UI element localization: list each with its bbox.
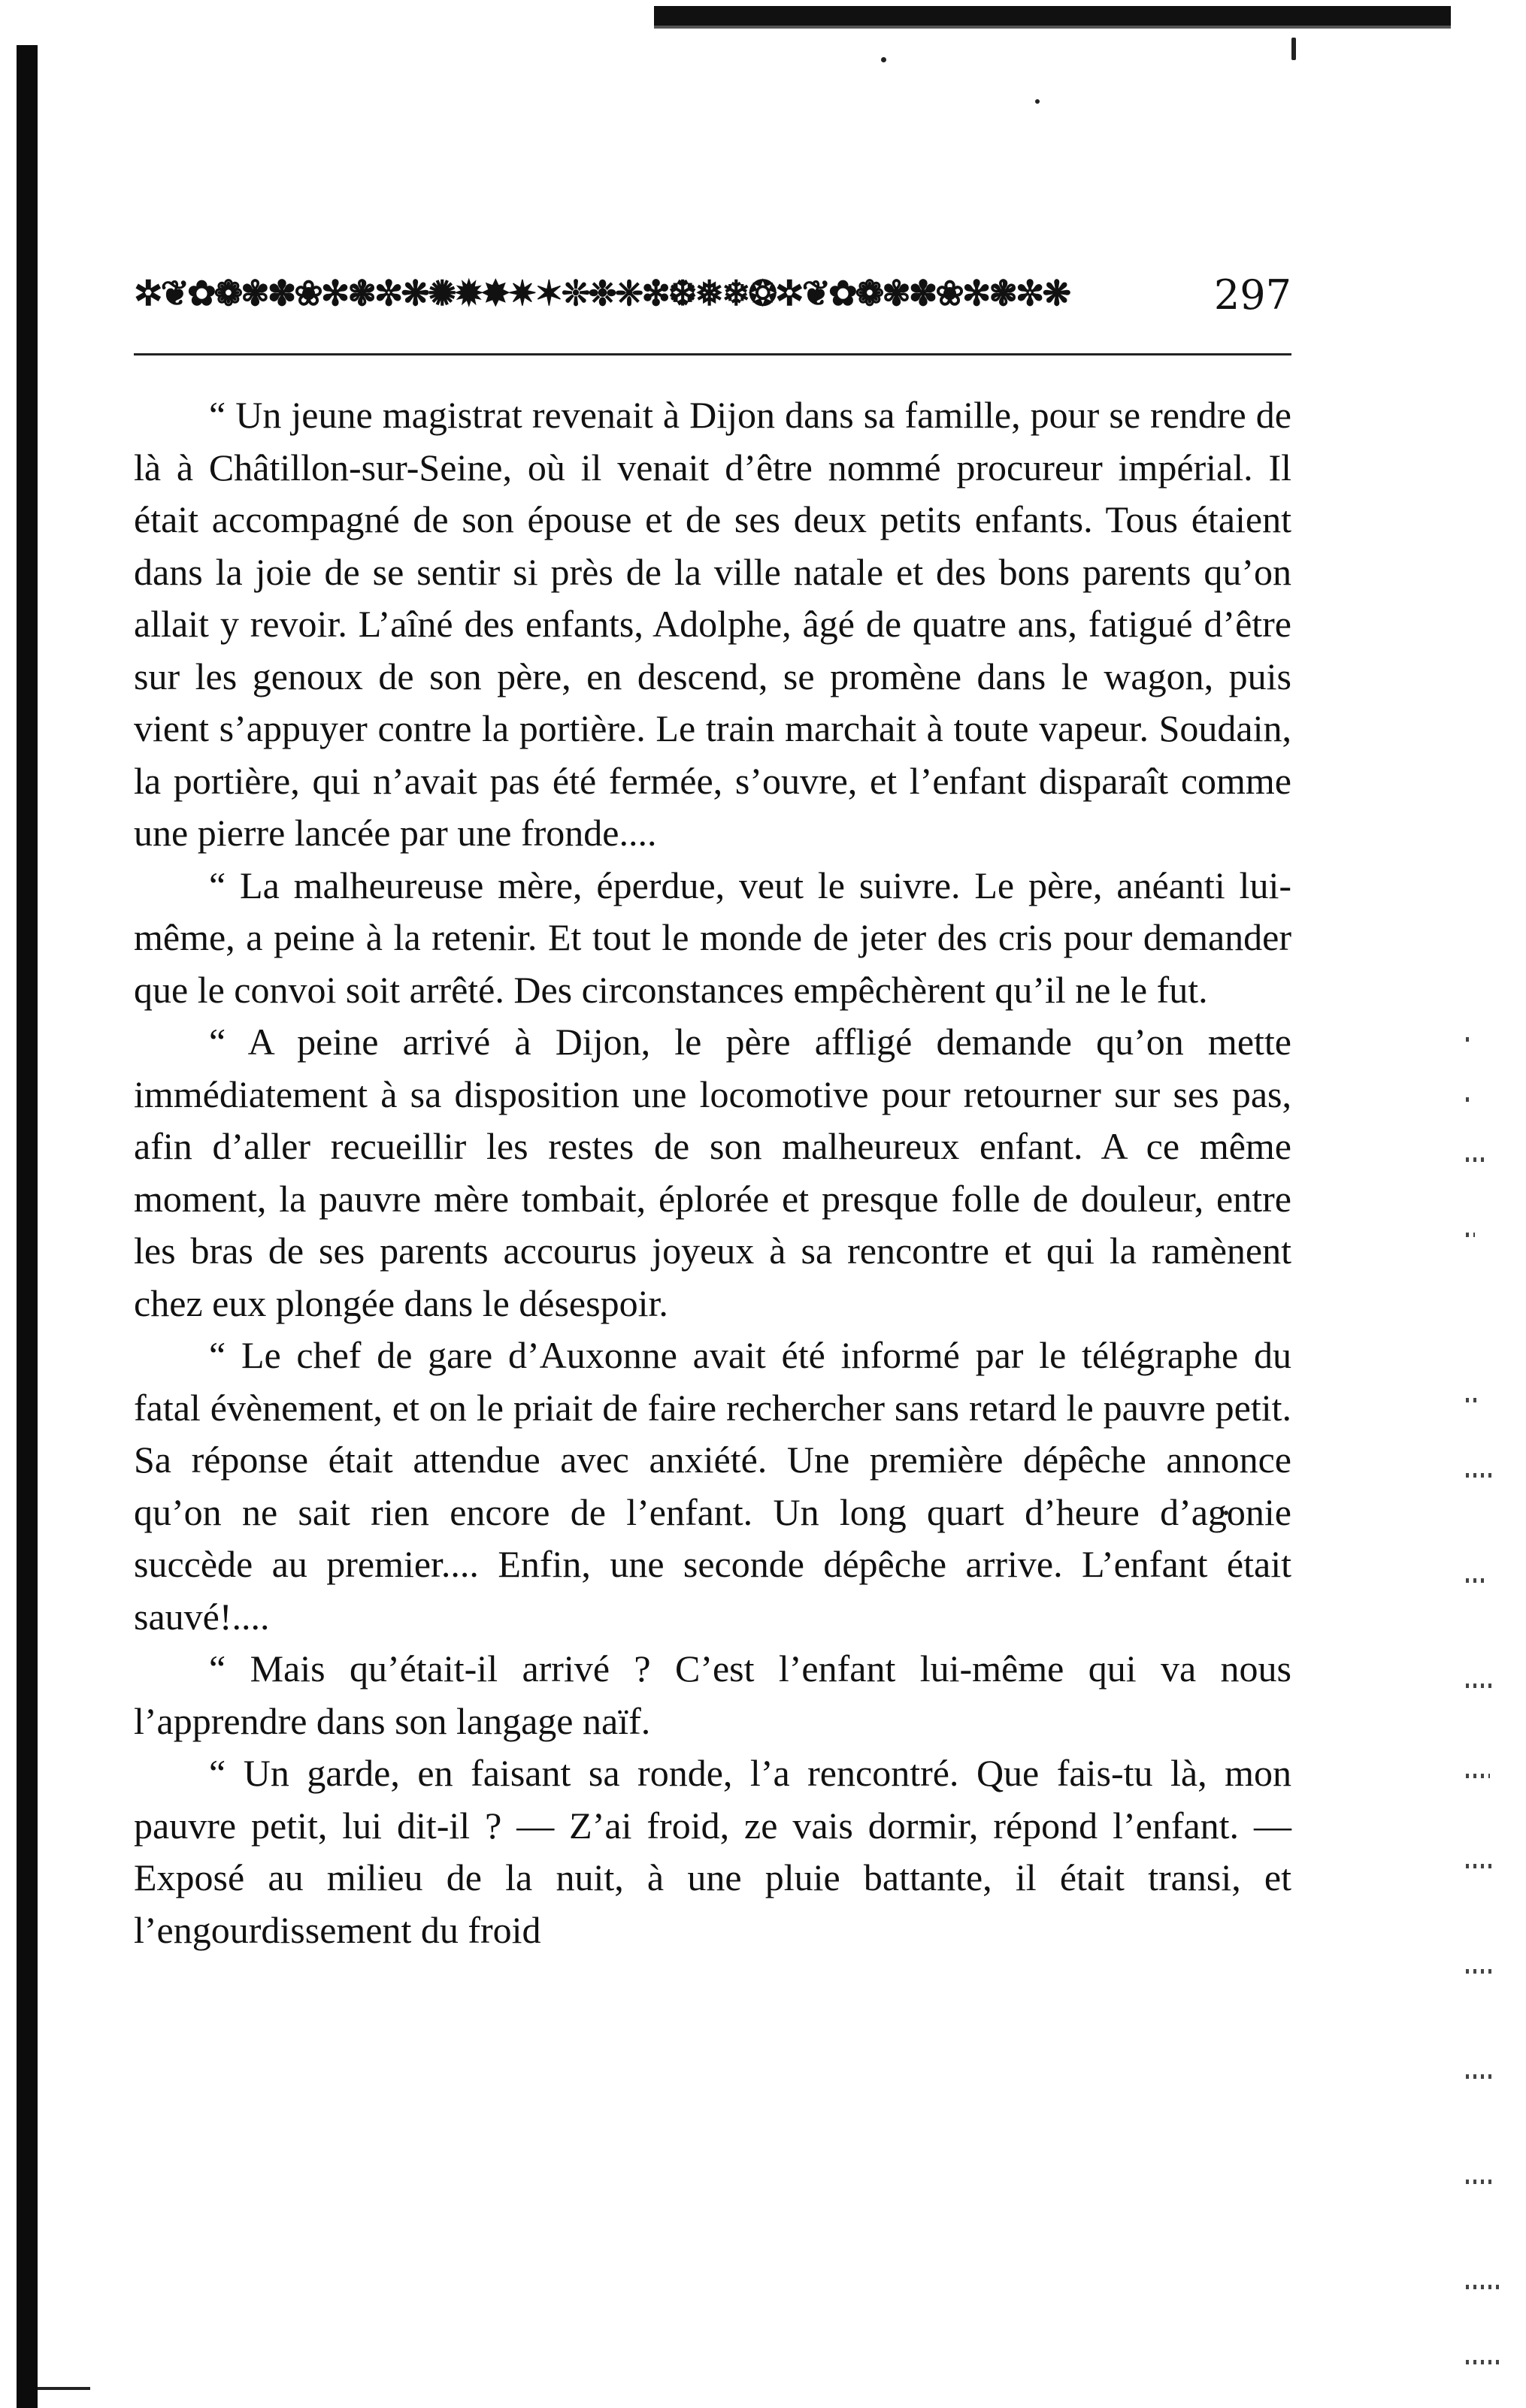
page-number: 297	[1213, 271, 1291, 319]
scan-speck	[881, 57, 886, 62]
paragraph: “ Un jeune magistrat revenait à Dijon dans sa famille, pour se rendre de là à Châtillon-sur-Seine, où il venait d’être nommé procureur impérial. Il était accompagné de son épouse et de ses deux petits enfants. Tous étaient dans la joie de se sentir si près de la ville natale et des bons parents qu’on allait y revoir. L’aîné des enfants, Adolphe, âgé de quatre ans, fatigué d’être sur les genoux de son père, en descend, se promène dans le wagon, puis vient s’appuyer contre la portière. Le train marchait à toute vapeur. Soudain, la portière, qui n’avait pas été fermée, s’ouvre, et l’enfant disparaît comme une pierre lancée par une fronde....	[134, 394, 1291, 854]
paragraph: “ A peine arrivé à Dijon, le père affligé demande qu’on mette immédiatement à sa disposition une locomotive pour retourner sur ses pas, afin d’aller recueillir les restes de son malheureux enfant. A ce même moment, la pauvre mère tombait, éplorée et presque folle de douleur, entre les bras de ses parents accourus joyeux à sa rencontre et qui la ramènent chez eux plongée dans le désespoir.	[134, 1021, 1291, 1324]
scan-binding-shadow	[17, 45, 38, 2408]
scan-edge-bar-top	[654, 6, 1451, 26]
scan-margin-noise	[1466, 1037, 1511, 2390]
scan-foot-mark	[38, 2387, 90, 2390]
running-head	[134, 269, 1291, 322]
body-text	[134, 389, 1291, 1956]
paragraph: “ Le chef de gare d’Auxonne avait été informé par le télégraphe du fatal évènement, et on le priait de faire rechercher sans retard le pauvre petit. Sa réponse était attendue avec anxiété. Une première dépêche annonce qu’on ne sait rien encore de l’enfant. Un long quart d’heure d’agonie succède au premier.... Enfin, une seconde dépêche arrive. L’enfant était sauvé!....	[134, 1334, 1291, 1638]
scan-speck	[1035, 99, 1040, 104]
ornamental-title-band: ✲❦✿❁✾✽❀✻❃✼❋✺✹✸✷✶❊❉❈❇❆❅❄❂✲❦✿❁✾✽❀✻❃✼❋	[134, 274, 1070, 313]
scan-edge-line-top	[654, 26, 1451, 29]
header-rule	[134, 353, 1291, 355]
scan-speck	[1291, 38, 1296, 60]
paragraph: “ Un garde, en faisant sa ronde, l’a rencontré. Que fais-tu là, mon pauvre petit, lui dit-il ? — Z’ai froid, ze vais dormir, répond l’enfant. — Exposé au milieu de la nuit, à une pluie battante, il était transi, et l’engourdissement du froid	[134, 1752, 1291, 1951]
paragraph: “ La malheureuse mère, éperdue, veut le suivre. Le père, anéanti lui-même, a peine à la retenir. Et tout le monde de jeter des cris pour demander que le convoi soit arrêté. Des circonstances empêchèrent qu’il ne le fut.	[134, 864, 1291, 1011]
paragraph: “ Mais qu’était-il arrivé ? C’est l’enfant lui-même qui va nous l’apprendre dans son langage naïf.	[134, 1647, 1291, 1742]
